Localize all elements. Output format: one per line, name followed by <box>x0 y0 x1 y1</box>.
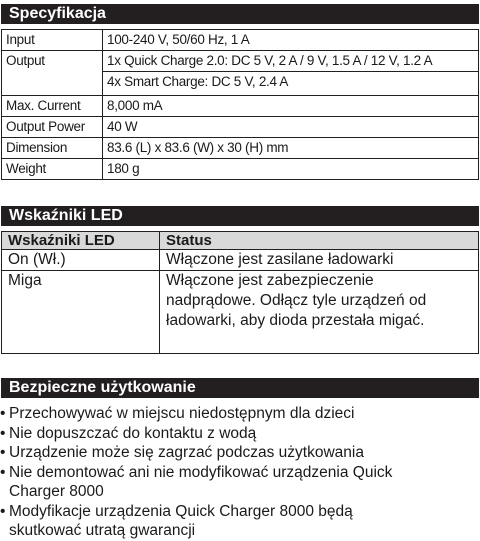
safety-item-text: Urządzenie może się zagrzać podczas użytkowania <box>9 444 364 461</box>
list-item <box>0 463 480 502</box>
spec-label: Dimension <box>2 138 103 159</box>
bullet-icon: • <box>0 463 6 481</box>
table-row <box>2 51 479 72</box>
spec-label: Output Power <box>2 117 103 138</box>
spec-value: 1x Quick Charge 2.0: DC 5 V, 2 A / 9 V, 1.5 A / 12 V, 1.2 A <box>103 51 479 72</box>
safety-item-text: Modyfikacje urządzenia Quick Charger 8000 będą skutkować utratą gwarancji <box>9 502 353 539</box>
led-indicator: Miga <box>2 271 160 354</box>
list-item <box>0 443 480 463</box>
spec-table <box>1 29 479 180</box>
spec-label: Output <box>2 51 103 96</box>
spec-value: 4x Smart Charge: DC 5 V, 2.4 A <box>103 72 479 96</box>
led-column-header: Wskaźniki LED <box>2 232 160 250</box>
table-row <box>2 30 479 51</box>
table-row <box>2 271 479 354</box>
spec-value: 100-240 V, 50/60 Hz, 1 A <box>103 30 479 51</box>
list-item <box>0 502 480 541</box>
led-section-title: Wskaźniki LED <box>1 206 479 226</box>
table-row <box>2 159 479 180</box>
spec-value: 8,000 mA <box>103 96 479 117</box>
spec-label: Weight <box>2 159 103 180</box>
led-indicator: On (Wł.) <box>2 250 160 271</box>
table-row <box>2 138 479 159</box>
table-row <box>2 96 479 117</box>
list-item <box>0 424 480 444</box>
bullet-icon: • <box>0 502 6 520</box>
table-row <box>2 250 479 271</box>
safety-item-text: Nie demontować ani nie modyfikować urządzenia Quick Charger 8000 <box>9 463 393 500</box>
status-column-header: Status <box>160 232 479 250</box>
spec-label: Max. Current <box>2 96 103 117</box>
safety-list <box>0 404 480 541</box>
bullet-icon: • <box>0 424 6 442</box>
safety-item-text: Nie dopuszczać do kontaktu z wodą <box>9 424 257 442</box>
table-row <box>2 117 479 138</box>
spec-value: 180 g <box>103 159 479 180</box>
safety-item-text: Przechowywać w miejscu niedostępnym dla dzieci <box>9 405 355 422</box>
bullet-icon: • <box>0 405 6 422</box>
safety-section-title: Bezpieczne użytkowanie <box>1 378 479 398</box>
spec-label: Input <box>2 30 103 51</box>
spec-value: 40 W <box>103 117 479 138</box>
led-table <box>1 231 479 354</box>
list-item <box>0 404 480 424</box>
spec-value: 83.6 (L) x 83.6 (W) x 30 (H) mm <box>103 138 479 159</box>
led-status: Włączone jest zasilane ładowarki <box>160 250 479 271</box>
table-header-row <box>2 232 479 250</box>
spec-section-title: Specyfikacja <box>1 4 479 24</box>
led-status: Włączone jest zabezpieczenie nadprądowe. Odłącz tyle urządzeń od ładowarki, aby dioda przestała migać. <box>160 271 479 354</box>
bullet-icon: • <box>0 444 6 461</box>
